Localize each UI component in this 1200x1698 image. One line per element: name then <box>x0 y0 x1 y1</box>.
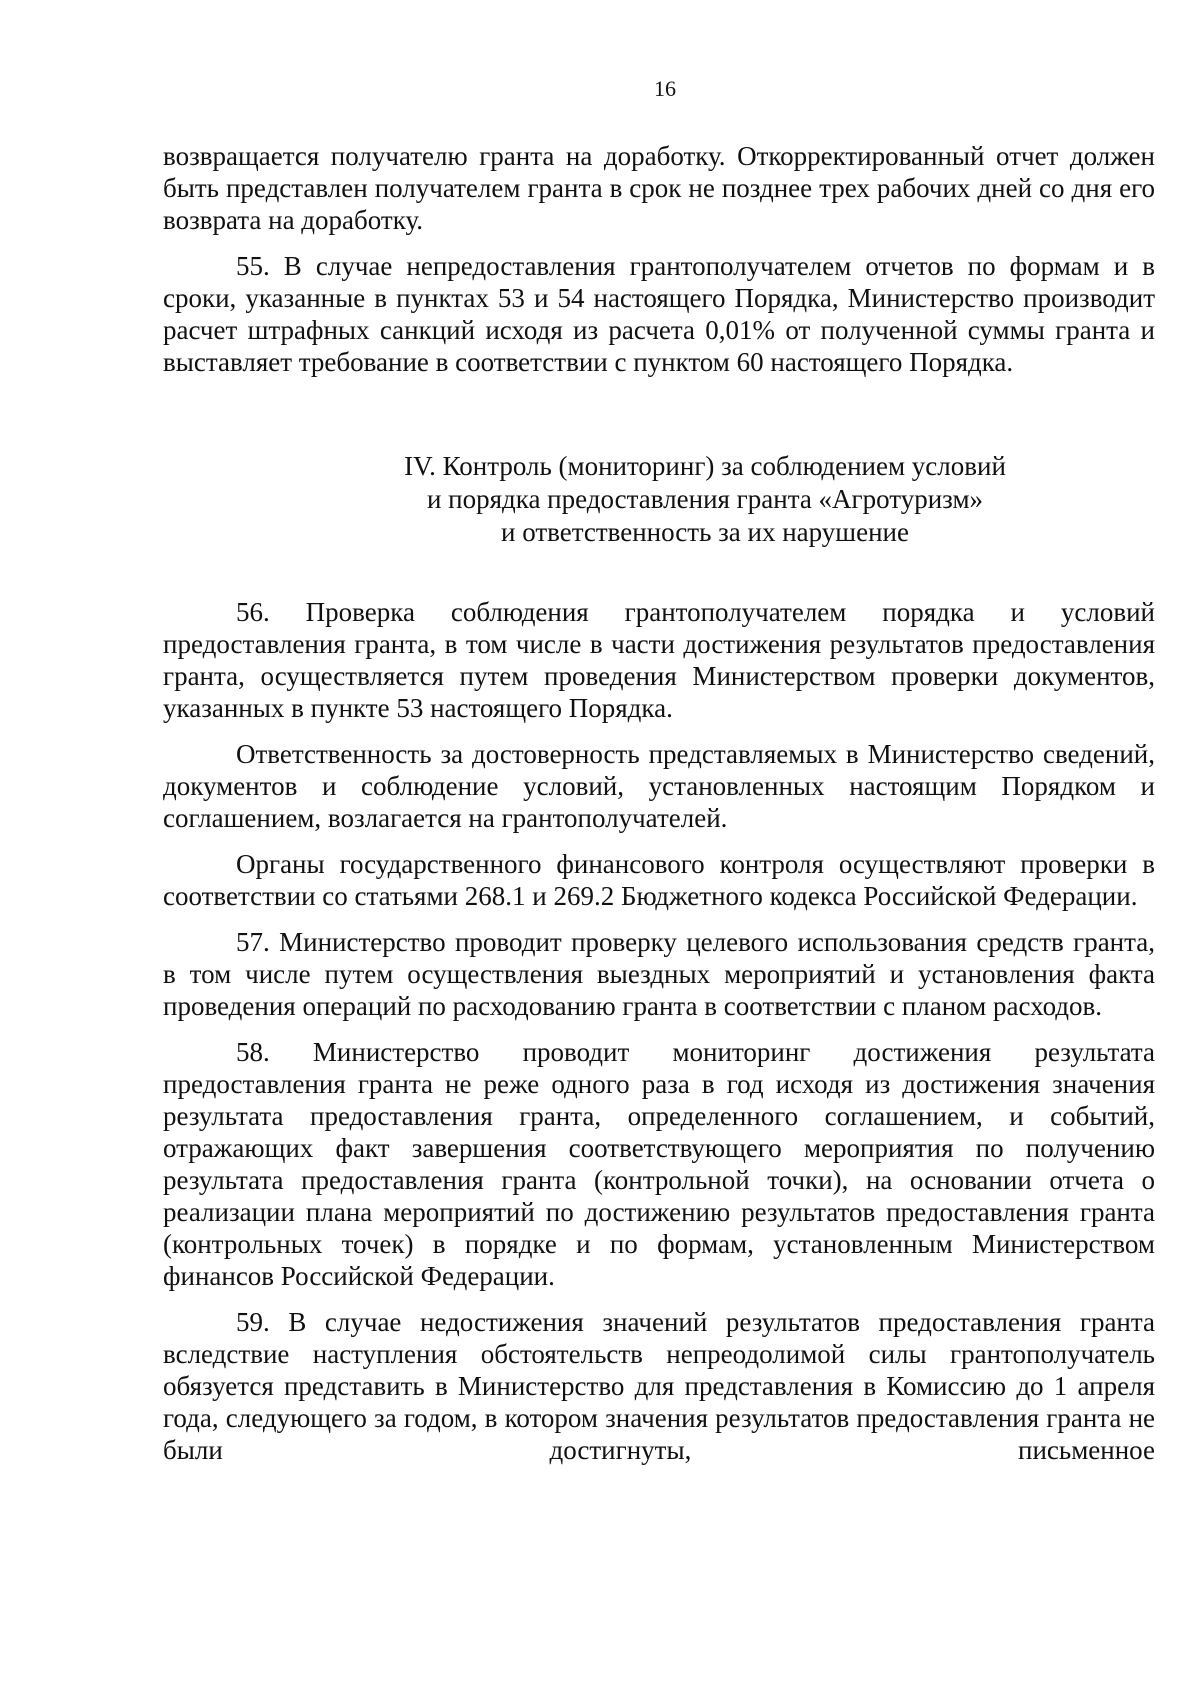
intro-block <box>163 140 1155 392</box>
paragraph-55: 55. В случае непредоставления грантополучателем отчетов по формам и в сроки, указанные в пунктах 53 и 54 настоящего Порядка, Министерство производит расчет штрафных санкций исходя из расчета 0,01% от полученной суммы гранта и выставляет требование в соответствии с пунктом 60 настоящего Порядка. <box>163 251 1155 377</box>
paragraph-financial-control: Органы государственного финансового контроля осуществляют проверки в соответствии со статьями 268.1 и 269.2 Бюджетного кодекса Российской Федерации. <box>163 849 1155 911</box>
paragraph-56: 56. Проверка соблюдения грантополучателем порядка и условий предоставления гранта, в том числе в части достижения результатов предоставления гранта, осуществляется путем проведения Министерством проверки документов, указанных в пункте 53 настоящего Порядка. <box>163 597 1155 723</box>
section-body <box>163 596 1155 1480</box>
paragraph-continuation: возвращается получателю гранта на доработку. Откорректированный отчет должен быть представлен получателем гранта в срок не позднее трех рабочих дней со дня его возврата на доработку. <box>163 141 1155 235</box>
section-heading <box>280 450 1130 549</box>
paragraph-57: 57. Министерство проводит проверку целевого использования средств гранта, в том числе путем осуществления выездных мероприятий и установления факта проведения операций по расходованию гранта в соответствии с планом расходов. <box>163 927 1155 1021</box>
page-number: 16 <box>654 76 676 101</box>
paragraph-58: 58. Министерство проводит мониторинг достижения результата предоставления гранта не реже одного раза в год исходя из достижения значения результата предоставления гранта, определенного соглашением, и событий, отражающих факт завершения соответствующего мероприятия по получению результата предоставления гранта (контрольной точки), на основании отчета о реализации плана мероприятий по достижению результатов предоставления гранта (контрольных точек) в порядке и по формам, установленным Министерством финансов Российской Федерации. <box>163 1037 1155 1291</box>
paragraph-59: 59. В случае недостижения значений результатов предоставления гранта вследствие наступления обстоятельств непреодолимой силы грантополучатель обязуется представить в Министерство для представления в Комиссию до 1 апреля года, следующего за годом, в котором значения результатов предоставления гранта не были достигнуты, письменное <box>163 1307 1155 1465</box>
paragraph-responsibility: Ответственность за достоверность представляемых в Министерство сведений, документов и соблюдение условий, установленных настоящим Порядком и соглашением, возлагается на грантополучателей. <box>163 739 1155 833</box>
section-heading-line-3: и ответственность за их нарушение <box>501 517 909 547</box>
section-heading-line-1: IV. Контроль (мониторинг) за соблюдением условий <box>404 451 1006 481</box>
section-heading-line-2: и порядка предоставления гранта «Агротуризм» <box>426 484 984 514</box>
